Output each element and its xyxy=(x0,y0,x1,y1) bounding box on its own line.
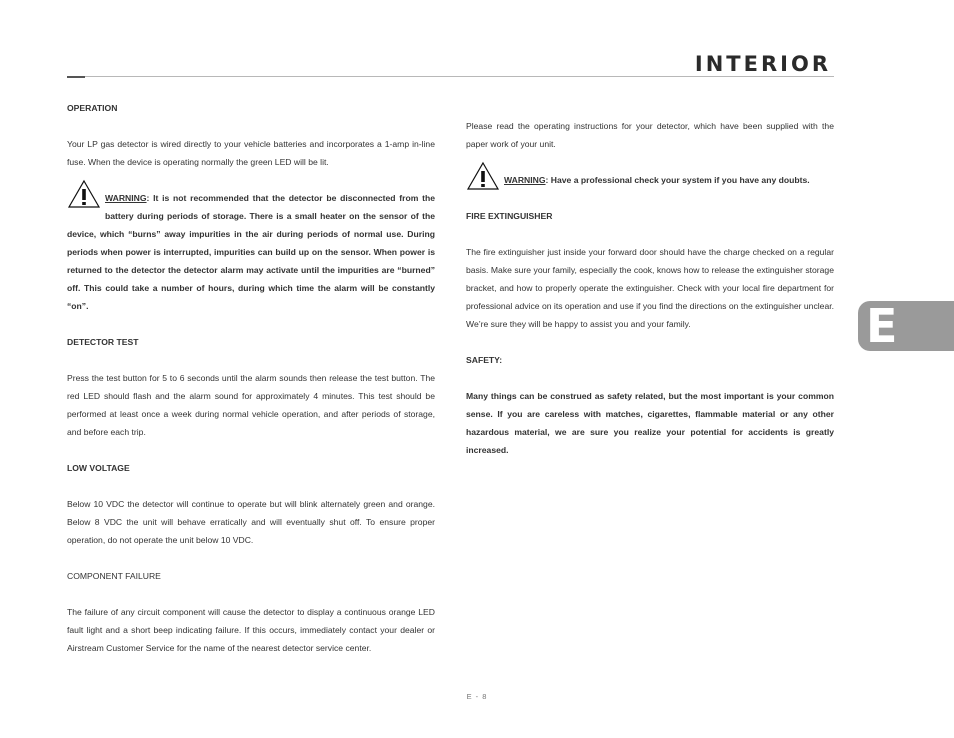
detector-test-text: Press the test button for 5 to 6 seconds until the alarm sounds then release the test button. The red LED should flash and the alarm sound for approximately 4 minutes. This test should be performed at least once a week during normal vehicle operation, and after periods of storage, and before each trip. xyxy=(67,373,435,437)
section-tab-letter: E xyxy=(866,299,898,353)
warning-text: : Have a professional check your system if you have any doubts. xyxy=(545,175,810,185)
warning-label: WARNING xyxy=(504,175,546,185)
low-voltage-heading: LOW VOLTAGE xyxy=(67,463,130,473)
fire-extinguisher-text: The fire extinguisher just inside your forward door should have the charge checked on a regular basis. Make sure your family, especially the cook, knows how to release the extinguisher storage bracket, and how to properly operate the extinguisher. Check with your local fire department for professional advice on its operation and use if you find the directions on the extinguisher unclear. We’re sure they will be happy to assist you and your family. xyxy=(466,247,834,329)
warning-text: : It is not recommended that the detector be disconnected from the battery during periods of storage. There is a small heater on the sensor of the device, which “burns” away impurities in the air during periods of normal use. During periods when power is interrupted, impurities can build up on the sensor. When power is returned to the detector the detector alarm may activate until the impurities are “burned” off. This could take a number of hours, during which time the alarm will be constantly “on”. xyxy=(67,193,435,311)
header-rule-accent xyxy=(67,76,85,78)
low-voltage-text: Below 10 VDC the detector will continue to operate but will blink alternately green and orange. Below 8 VDC the unit will behave erratically and will eventually shut off. To ensure proper operation, do not operate the unit below 10 VDC. xyxy=(67,499,435,545)
safety-text: Many things can be construed as safety related, but the most important is your common sense. If you are careless with matches, cigarettes, flammable material or any other hazardous material, we are sure you realize your potential for accidents is greatly increased. xyxy=(466,391,834,455)
page-number: E - 8 xyxy=(466,692,488,701)
operation-text: Your LP gas detector is wired directly to your vehicle batteries and incorporates a 1-amp in-line fuse. When the device is operating normally the green LED will be lit. xyxy=(67,139,435,167)
left-column xyxy=(67,99,435,657)
section-tab xyxy=(858,301,954,351)
warning-triangle-icon xyxy=(67,179,101,209)
warning-paragraph-right xyxy=(466,171,834,189)
fire-extinguisher-heading: FIRE EXTINGUISHER xyxy=(466,211,553,221)
intro-text: Please read the operating instructions for your detector, which have been supplied with the paper work of your unit. xyxy=(466,121,834,149)
warning-triangle-icon xyxy=(466,161,500,191)
right-column xyxy=(466,117,834,459)
header-rule xyxy=(67,76,834,77)
warning-paragraph xyxy=(67,189,435,315)
page-title: INTERIOR xyxy=(694,52,831,76)
warning-label: WARNING xyxy=(105,193,147,203)
component-failure-heading: COMPONENT FAILURE xyxy=(67,571,161,581)
detector-test-heading: DETECTOR TEST xyxy=(67,337,139,347)
safety-heading: SAFETY: xyxy=(466,355,503,365)
component-failure-text: The failure of any circuit component will cause the detector to display a continuous orange LED fault light and a short beep indicating failure. If this occurs, immediately contact your dealer or Airstream Customer Service for the name of the nearest detector service center. xyxy=(67,607,435,653)
operation-heading: OPERATION xyxy=(67,103,118,113)
